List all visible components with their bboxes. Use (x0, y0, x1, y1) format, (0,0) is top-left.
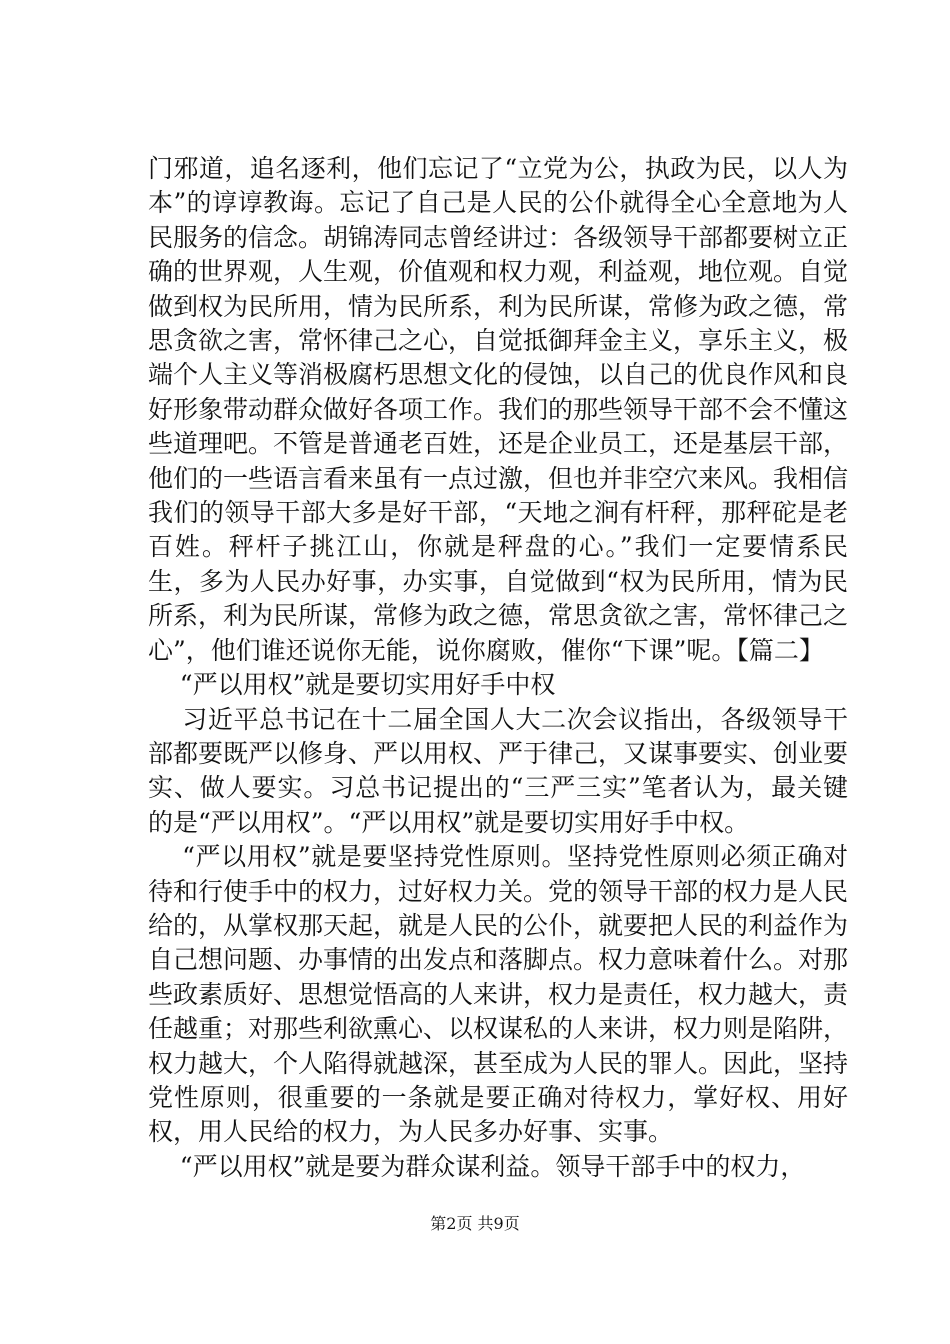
document-body (148, 152, 848, 1184)
paragraph: “严以用权”就是要坚持党性原则。坚持党性原则必须正确对待和行使手中的权力，过好权力关。党的领导干部的权力是人民给的，从掌权那天起，就是人民的公仆，就要把人民的利益作为自己想问题、办事情的出发点和落脚点。权力意味着什么。对那些政素质好、思想觉悟高的人来讲，权力是责任，权力越大，责任越重；对那些利欲熏心、以权谋私的人来讲，权力则是陷阱，权力越大，个人陷得就越深，甚至成为人民的罪人。因此，坚持党性原则，很重要的一条就是要正确对待权力，掌好权、用好权，用人民给的权力，为人民多办好事、实事。 (148, 842, 849, 1147)
page-footer: 第2页 共9页 (430, 1214, 520, 1233)
paragraph: 习近平总书记在十二届全国人大二次会议指出，各级领导干部都要既严以修身、严以用权、严于律己，又谋事要实、创业要实、做人要实。习总书记提出的“三严三实”笔者认为，最关键的是“严以用权”。“严以用权”就是要切实用好手中权。 (148, 704, 849, 837)
paragraph: “严以用权”就是要为群众谋利益。领导干部手中的权力， (148, 1151, 806, 1181)
paragraph-continuation: 门邪道，追名逐利，他们忘记了“立党为公，执政为民，以人为本”的谆谆教诲。忘记了自己是人民的公仆就得全心全意地为人民服务的信念。胡锦涛同志曾经讲过：各级领导干部都要树立正确的世界观，人生观，价值观和权力观，利益观，地位观。自觉做到权为民所用，情为民所系，利为民所谋，常修为政之德，常思贪欲之害，常怀律己之心，自觉抵御拜金主义，享乐主义，极端个人主义等消极腐朽思想文化的侵蚀，以自己的优良作风和良好形象带动群众做好各项工作。我们的那些领导干部不会不懂这些道理吧。不管是普通老百姓，还是企业员工，还是基层干部，他们的一些语言看来虽有一点过激，但也并非空穴来风。我相信我们的领导干部大多是好干部，“天地之涧有杆秤，那秤砣是老百姓。秤杆子挑江山，你就是秤盘的心。”我们一定要情系民生，多为人民办好事，办实事，自觉做到“权为民所用，情为民所系，利为民所谋，常修为政之德，常思贪欲之害，常怀律己之心”，他们谁还说你无能，说你腐败，催你“下课”呢。【篇二】 (148, 154, 849, 665)
section-heading: “严以用权”就是要切实用好手中权 (148, 670, 556, 700)
